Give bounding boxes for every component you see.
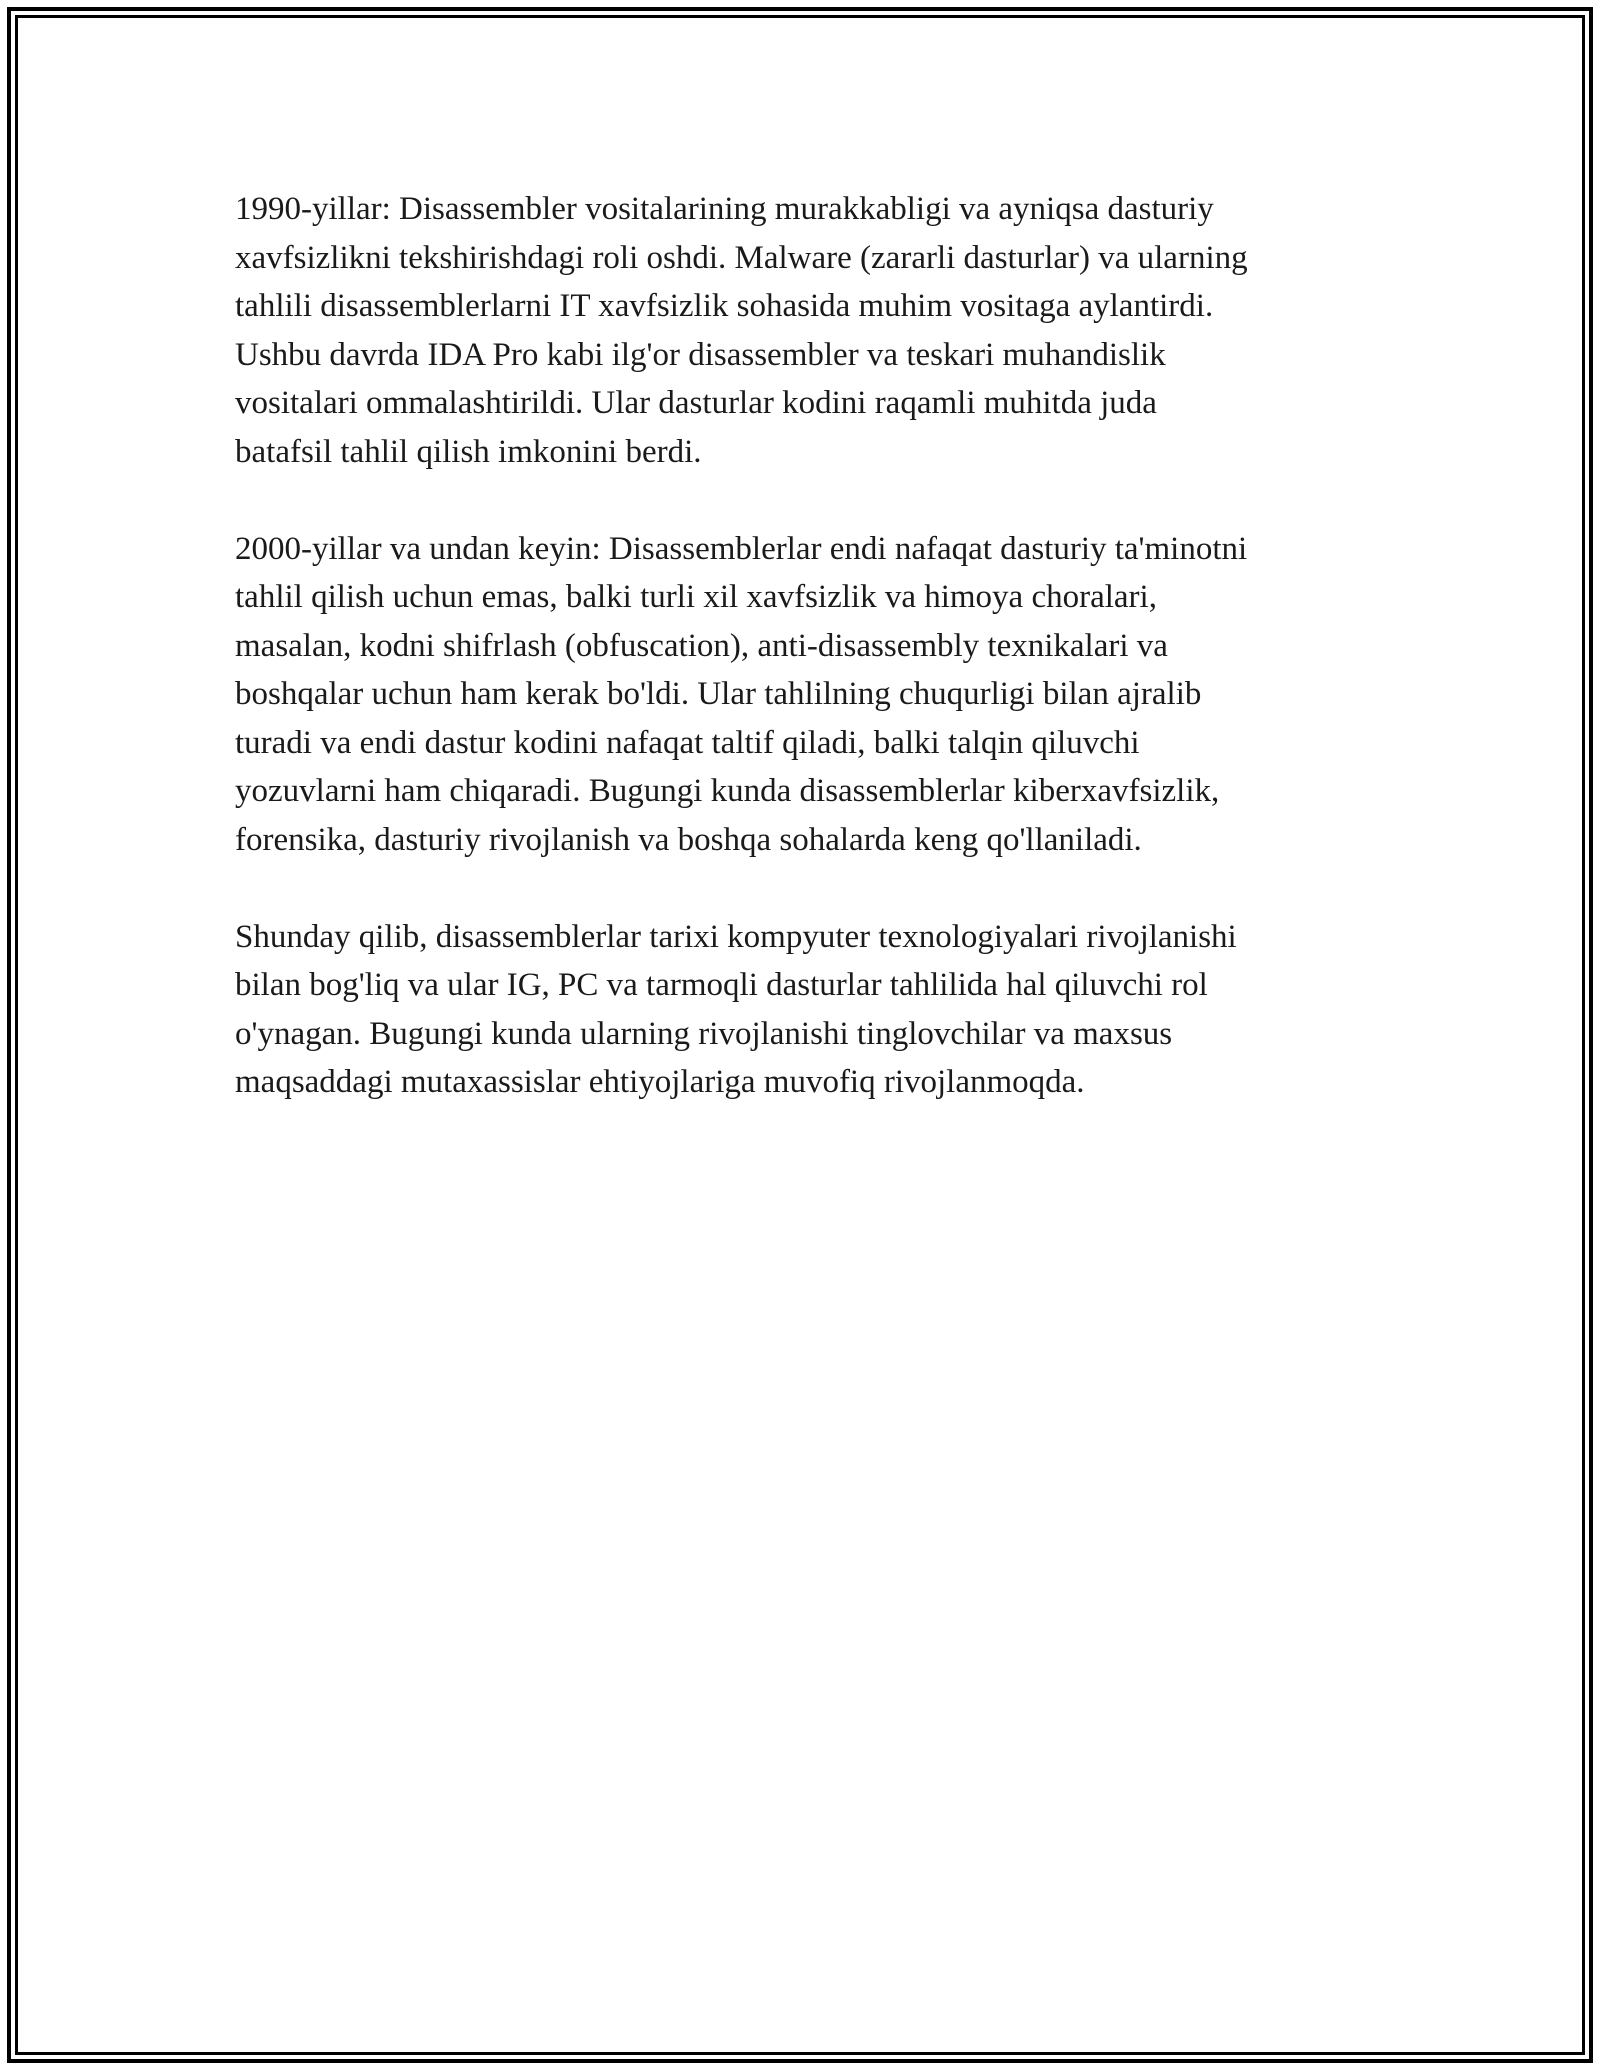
- text-line: vositalari ommalashtirildi. Ular dasturlar kodini raqamli muhitda juda: [235, 385, 1157, 421]
- paragraph-conclusion: [235, 913, 1375, 1107]
- text-line: o'ynagan. Bugungi kunda ularning rivojlanishi tinglovchilar va maxsus: [235, 1015, 1173, 1052]
- text-line: yozuvlarni ham chiqaradi. Bugungi kunda disassemblerlar kiberxavfsizlik,: [235, 773, 1220, 809]
- paragraph-1990s: [235, 185, 1375, 476]
- text-line: boshqalar uchun ham kerak bo'ldi. Ular tahlilning chuqurligi bilan ajralib: [235, 676, 1202, 712]
- paragraph-2000s: [235, 525, 1375, 865]
- text-line: turadi va endi dastur kodini nafaqat taltif qiladi, balki talqin qiluvchi: [235, 724, 1140, 761]
- text-line: bilan bog'liq va ular IG, PC va tarmoqli dasturlar tahlilida hal qiluvchi rol: [235, 967, 1208, 1003]
- text-line: Ushbu davrda IDA Pro kabi ilg'or disassembler va teskari muhandislik: [235, 336, 1166, 373]
- text-line: 2000-yillar va undan keyin: Disassemblerlar endi nafaqat dasturiy ta'minotni: [235, 530, 1248, 567]
- text-line: maqsaddagi mutaxassislar ehtiyojlariga muvofiq rivojlanmoqda.: [235, 1064, 1085, 1100]
- text-line: forensika, dasturiy rivojlanish va boshqa sohalarda keng qo'llaniladi.: [235, 821, 1142, 858]
- text-line: 1990-yillar: Disassembler vositalarining murakkabligi va ayniqsa dasturiy: [235, 191, 1214, 227]
- text-line: tahlili disassemblerlarni IT xavfsizlik sohasida muhim vositaga aylantirdi.: [235, 288, 1214, 324]
- text-line: masalan, kodni shifrlash (obfuscation), anti-disassembly texnikalari va: [235, 627, 1168, 664]
- document-body: [235, 185, 1375, 1155]
- text-line: xavfsizlikni tekshirishdagi roli oshdi. Malware (zararli dasturlar) va ularning: [235, 239, 1248, 276]
- text-line: tahlil qilish uchun emas, balki turli xil xavfsizlik va himoya choralari,: [235, 579, 1157, 615]
- text-line: Shunday qilib, disassemblerlar tarixi kompyuter texnologiyalari rivojlanishi: [235, 918, 1237, 955]
- text-line: batafsil tahlil qilish imkonini berdi.: [235, 433, 702, 470]
